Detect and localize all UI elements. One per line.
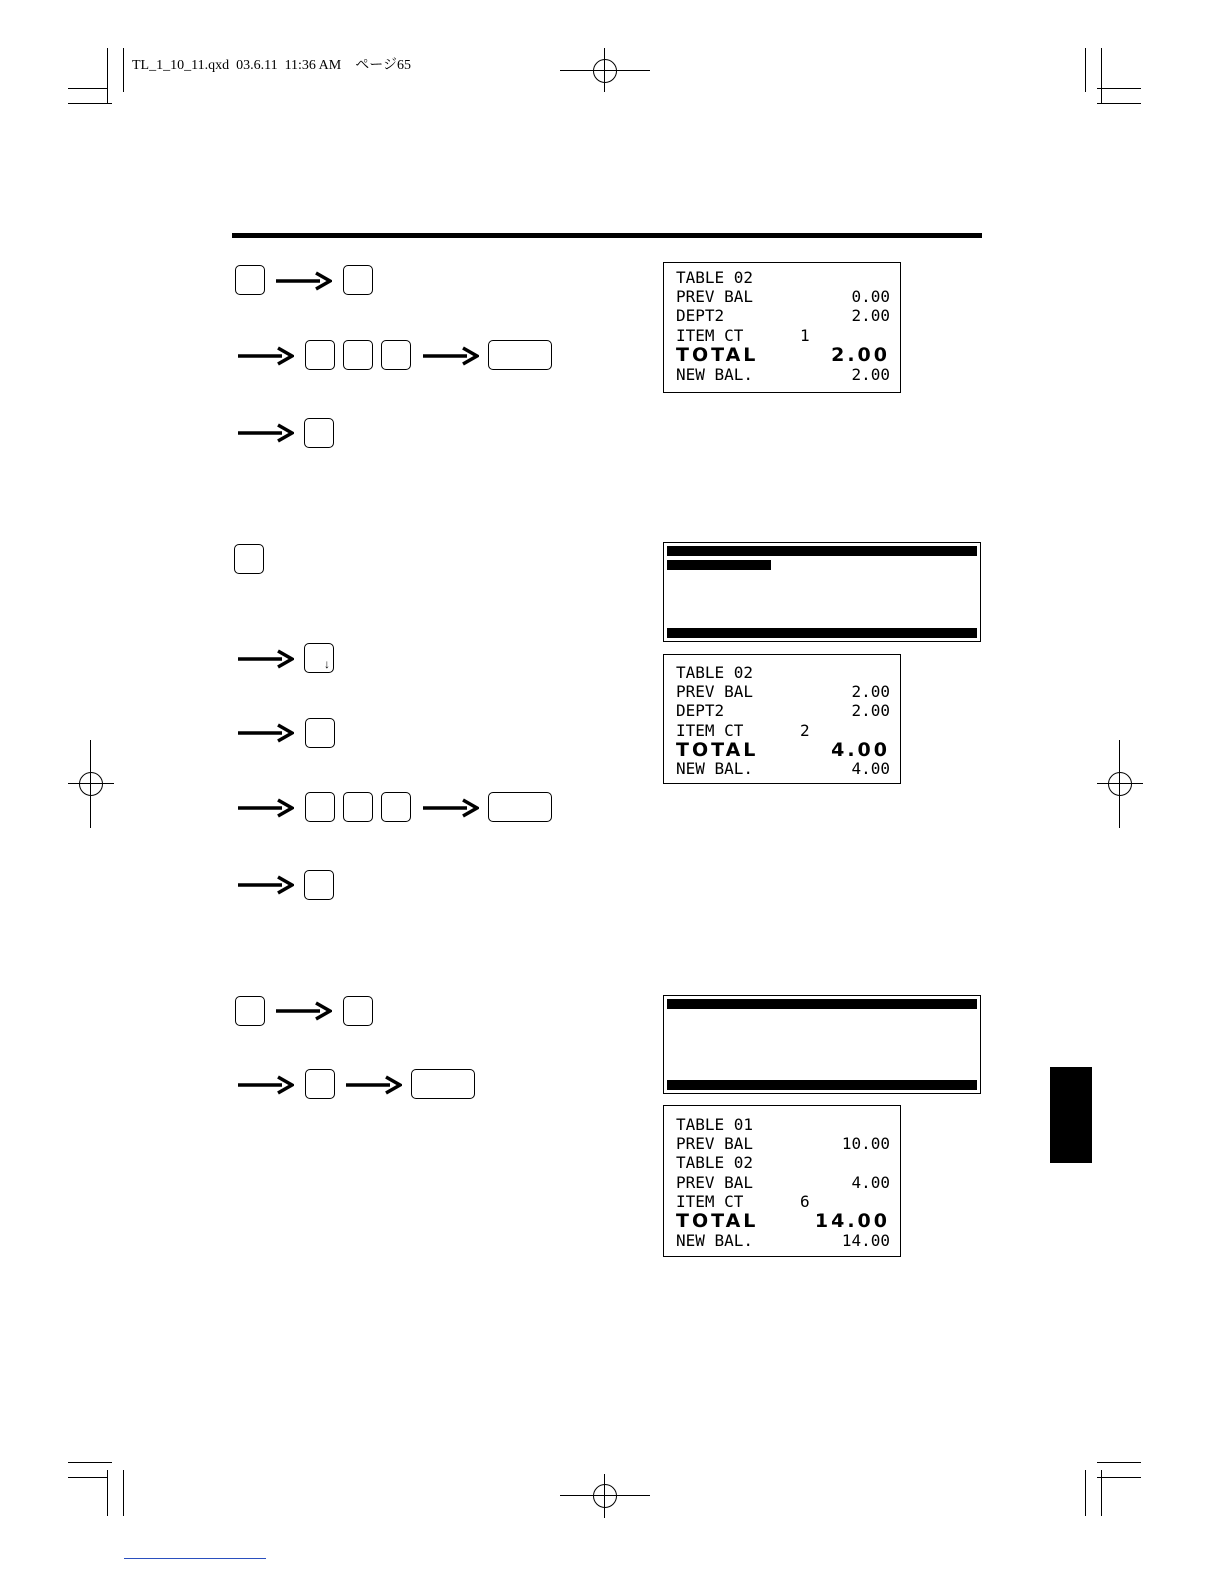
receipt-label: PREV BAL — [676, 287, 754, 306]
receipt-value: 2.00 — [851, 682, 890, 701]
receipt-label: TABLE 02 — [676, 1153, 754, 1172]
receipt-total-value: 4.00 — [831, 739, 890, 761]
arrow-icon — [238, 722, 294, 744]
receipt-count: 1 — [800, 326, 810, 345]
receipt-2 — [663, 654, 901, 784]
receipt-label: ITEM CT — [676, 1192, 744, 1211]
key-3-a — [235, 996, 265, 1026]
receipt-count: 2 — [800, 721, 810, 740]
arrow-icon — [276, 1000, 332, 1022]
receipt-label: NEW BAL. — [676, 365, 754, 384]
receipt-value: 0.00 — [851, 287, 890, 306]
receipt-value: 4.00 — [851, 759, 890, 778]
receipt-total-value: 2.00 — [831, 344, 890, 366]
display-bar — [667, 1080, 977, 1090]
receipt-value: 2.00 — [851, 701, 890, 720]
arrow-icon — [276, 270, 332, 292]
arrow-icon — [238, 345, 294, 367]
section-rule — [232, 233, 982, 238]
key-1-b — [343, 265, 373, 295]
key-3-b — [343, 996, 373, 1026]
key-1-f — [304, 418, 334, 448]
chapter-tab — [1050, 1067, 1092, 1163]
arrow-icon — [423, 797, 479, 819]
receipt-total-label: TOTAL — [676, 739, 759, 761]
receipt-label: ITEM CT — [676, 326, 744, 345]
down-arrow-icon: ↓ — [324, 657, 330, 671]
key-2-wide — [488, 792, 552, 822]
receipt-label: TABLE 02 — [676, 268, 754, 287]
key-1-a — [235, 265, 265, 295]
display-bar — [667, 999, 977, 1009]
receipt-value: 10.00 — [841, 1134, 890, 1153]
receipt-count: 6 — [800, 1192, 810, 1211]
receipt-value: 2.00 — [851, 306, 890, 325]
display-bar — [667, 546, 977, 556]
key-3-c — [305, 1069, 335, 1099]
receipt-total-label: TOTAL — [676, 344, 759, 366]
key-2-b — [305, 718, 335, 748]
key-1-wide — [488, 340, 552, 370]
footer-underline — [124, 1558, 266, 1559]
arrow-icon — [346, 1074, 402, 1096]
key-1-c — [305, 340, 335, 370]
key-1-e — [381, 340, 411, 370]
receipt-label: PREV BAL — [676, 1134, 754, 1153]
receipt-label: PREV BAL — [676, 682, 754, 701]
receipt-label: TABLE 02 — [676, 663, 754, 682]
arrow-icon — [238, 648, 294, 670]
receipt-label: DEPT2 — [676, 306, 725, 325]
arrow-icon — [238, 874, 294, 896]
receipt-total-value: 14.00 — [814, 1210, 890, 1232]
arrow-icon — [238, 422, 294, 444]
receipt-1 — [663, 262, 901, 393]
key-2-d — [343, 792, 373, 822]
display-screen-2 — [663, 995, 981, 1094]
down-key — [304, 643, 334, 673]
key-2-e — [381, 792, 411, 822]
key-2-c — [305, 792, 335, 822]
receipt-label: NEW BAL. — [676, 759, 754, 778]
arrow-icon — [423, 345, 479, 367]
receipt-label: DEPT2 — [676, 701, 725, 720]
receipt-total-label: TOTAL — [676, 1210, 759, 1232]
receipt-label: ITEM CT — [676, 721, 744, 740]
key-2-f — [304, 870, 334, 900]
arrow-icon — [238, 797, 294, 819]
arrow-icon — [238, 1074, 294, 1096]
receipt-3 — [663, 1105, 901, 1257]
print-slug: TL_1_10_11.qxd 03.6.11 11:36 AM ページ65 — [132, 58, 411, 73]
receipt-value: 14.00 — [841, 1231, 890, 1250]
key-3-wide — [411, 1069, 475, 1099]
key-1-d — [343, 340, 373, 370]
receipt-label: TABLE 01 — [676, 1115, 754, 1134]
receipt-value: 2.00 — [851, 365, 890, 384]
receipt-label: NEW BAL. — [676, 1231, 754, 1250]
display-bar — [667, 560, 771, 570]
receipt-label: PREV BAL — [676, 1173, 754, 1192]
display-screen-1 — [663, 542, 981, 642]
key-2-a — [234, 544, 264, 574]
receipt-value: 4.00 — [851, 1173, 890, 1192]
display-bar — [667, 628, 977, 638]
